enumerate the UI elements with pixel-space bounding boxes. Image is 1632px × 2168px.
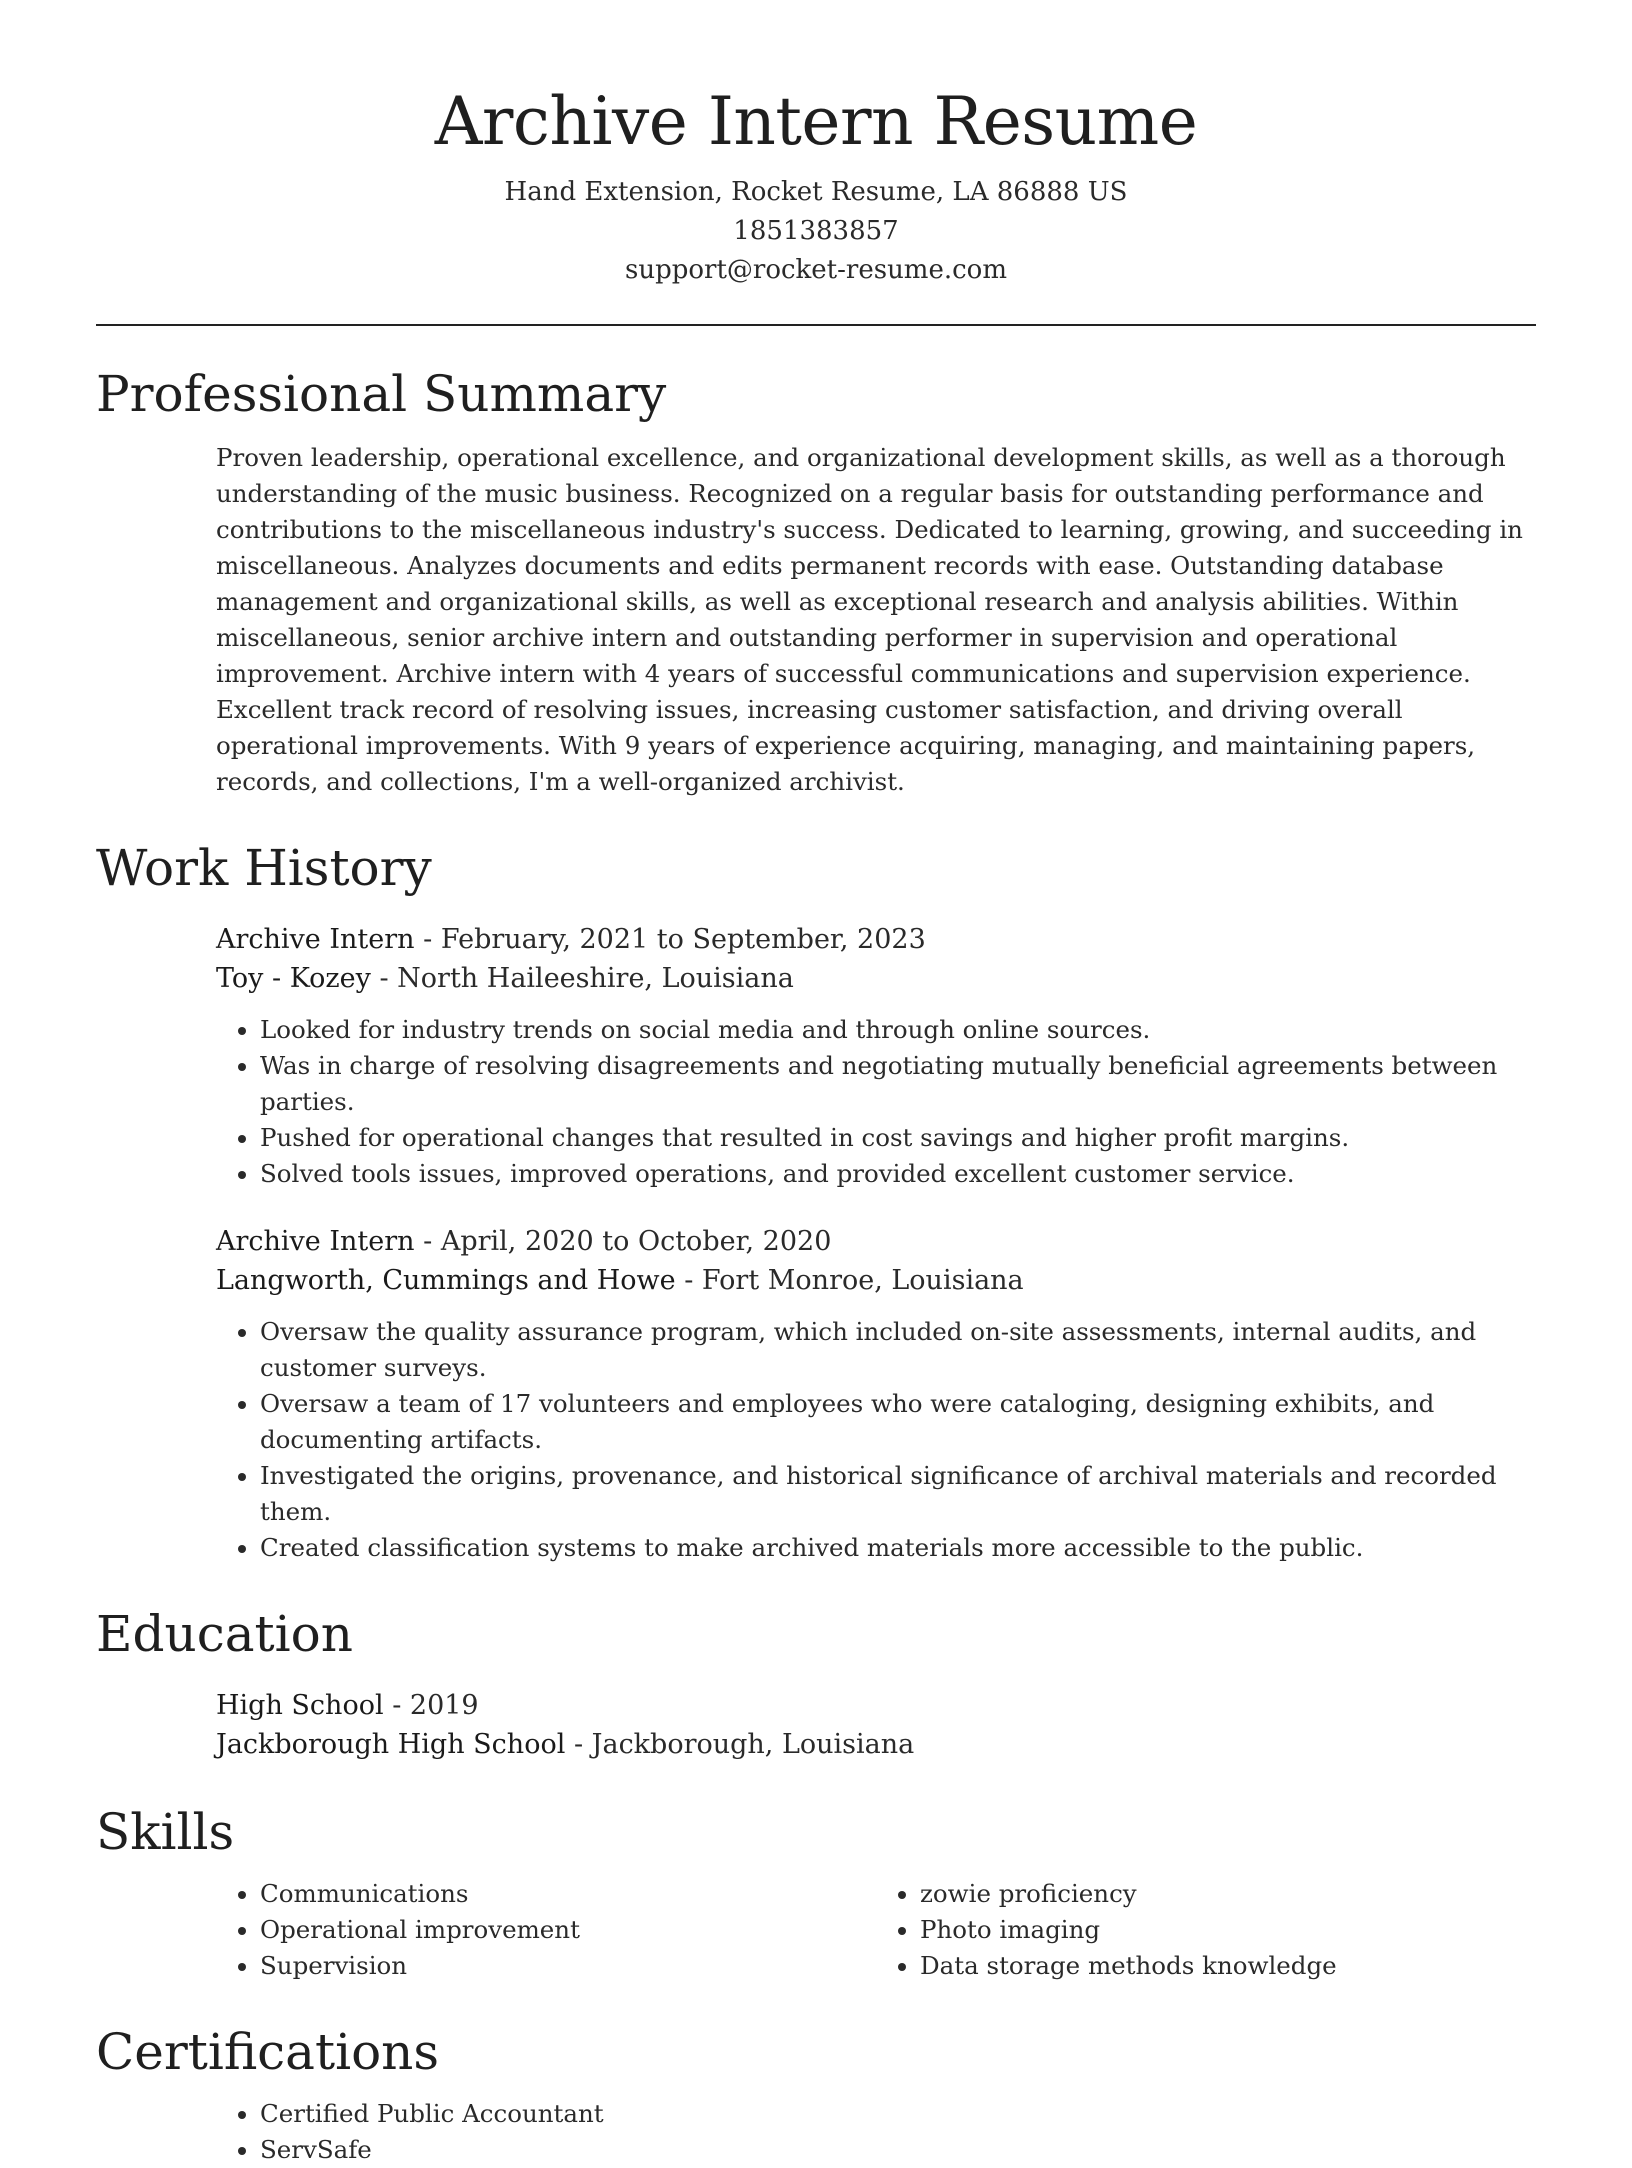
skills-list <box>216 1876 1536 1984</box>
job-bullets <box>216 1314 1536 1566</box>
job-company: Langworth, Cummings and Howe <box>216 1265 676 1297</box>
skills-column-right <box>876 1876 1536 1984</box>
header-divider <box>96 324 1536 326</box>
certification-item: • Certified Public Accountant <box>260 2096 1536 2132</box>
education-school: Jackborough High School <box>216 1729 566 1761</box>
section-title-education: Education <box>96 1605 353 1664</box>
job-employer <box>216 1261 1536 1300</box>
education-location: - Jackborough, Louisiana <box>573 1729 915 1761</box>
resume-header <box>96 0 1536 290</box>
job-company: Toy - Kozey <box>216 963 371 995</box>
resume-title: Archive Intern Resume <box>434 83 1198 160</box>
contact-phone: 1851383857 <box>733 216 899 247</box>
section-title-certifications: Certifications <box>96 2023 440 2082</box>
section-title-skills: Skills <box>96 1803 235 1862</box>
skill-item: • Photo imaging <box>920 1912 1536 1948</box>
certification-item: • ServSafe <box>260 2132 1536 2168</box>
education-entry <box>216 1686 1536 1764</box>
job-entry <box>216 1222 1536 1566</box>
list-item: • Solved tools issues, improved operations, and provided excellent customer service. <box>260 1156 1536 1192</box>
contact-email: support@rocket-resume.com <box>624 255 1007 286</box>
list-item: • Oversaw the quality assurance program, which included on-site assessments, internal audits, and customer surveys. <box>260 1314 1536 1386</box>
section-title-summary: Professional Summary <box>96 365 667 424</box>
job-employer <box>216 959 1536 998</box>
job-dates: - February, 2021 to September, 2023 <box>423 924 926 956</box>
education-year: - 2019 <box>392 1690 479 1722</box>
job-dates: - April, 2020 to October, 2020 <box>423 1226 832 1258</box>
list-item: • Looked for industry trends on social media and through online sources. <box>260 1012 1536 1048</box>
job-heading <box>216 920 1536 959</box>
education-school-line <box>216 1725 1536 1764</box>
contact-address: Hand Extension, Rocket Resume, LA 86888 US <box>504 177 1128 208</box>
skill-item: • zowie proficiency <box>920 1876 1536 1912</box>
certifications-list <box>216 2096 1536 2168</box>
list-item: • Created classification systems to make archived materials more accessible to the public. <box>260 1530 1536 1566</box>
skill-item: • Data storage methods knowledge <box>920 1948 1536 1984</box>
job-location: - North Haileeshire, Louisiana <box>379 963 794 995</box>
skills-column-left <box>216 1876 876 1984</box>
job-role: Archive Intern <box>216 924 415 956</box>
list-item: • Was in charge of resolving disagreements and negotiating mutually beneficial agreements between parties. <box>260 1048 1536 1120</box>
education-degree: High School <box>216 1690 384 1722</box>
summary-text: Proven leadership, operational excellence, and organizational development skills, as well as a thorough understanding of the music business. Recognized on a regular basis for outstanding performance and contributions to the miscellaneous industry's success. Dedicated to learning, growing, and succeeding in miscellaneous. Analyzes documents and edits permanent records with ease. Outstanding database management and organizational skills, as well as exceptional research and analysis abilities. Within miscellaneous, senior archive intern and outstanding performer in supervision and operational improvement. Archive intern with 4 years of successful communications and supervision experience. Excellent track record of resolving issues, increasing customer satisfaction, and driving overall operational improvements. With 9 years of experience acquiring, managing, and maintaining papers, records, and collections, I'm a well-organized archivist. <box>216 443 1523 797</box>
skill-item: • Operational improvement <box>260 1912 876 1948</box>
list-item: • Investigated the origins, provenance, and historical significance of archival materials and recorded them. <box>260 1458 1536 1530</box>
contact-block <box>96 173 1536 290</box>
education-degree-line <box>216 1686 1536 1725</box>
job-role: Archive Intern <box>216 1226 415 1258</box>
list-item: • Pushed for operational changes that resulted in cost savings and higher profit margins. <box>260 1120 1536 1156</box>
job-heading <box>216 1222 1536 1261</box>
skill-item: • Communications <box>260 1876 876 1912</box>
list-item: • Oversaw a team of 17 volunteers and employees who were cataloging, designing exhibits, and documenting artifacts. <box>260 1386 1536 1458</box>
section-title-work: Work History <box>96 839 432 898</box>
job-bullets <box>216 1012 1536 1192</box>
job-entry <box>216 920 1536 1192</box>
skill-item: • Supervision <box>260 1948 876 1984</box>
job-location: - Fort Monroe, Louisiana <box>684 1265 1024 1297</box>
